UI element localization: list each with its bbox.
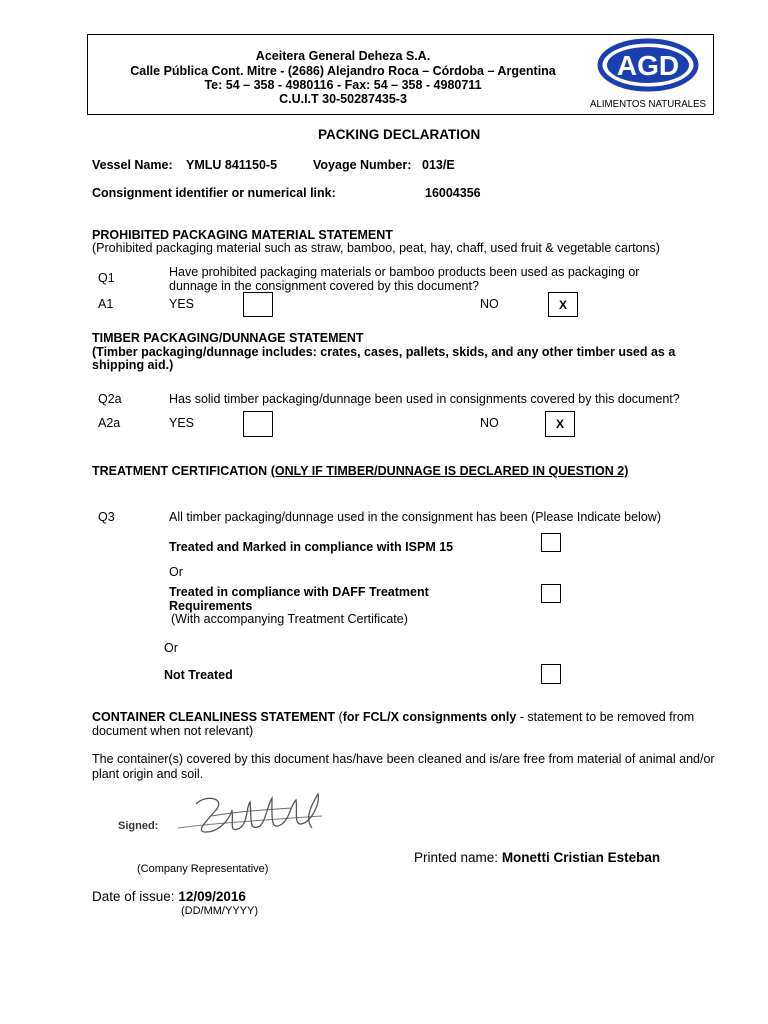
date-format-hint: (DD/MM/YYYY): [181, 905, 258, 917]
date-value: 12/09/2016: [178, 889, 246, 904]
vessel-name-label: Vessel Name:: [92, 158, 173, 172]
page-title: PACKING DECLARATION: [318, 127, 481, 142]
cleanliness-rest-1: - statement to be removed from: [516, 710, 695, 724]
option-not-treated: Not Treated: [164, 668, 233, 682]
handwritten-signature: [172, 788, 332, 843]
company-phone: Te: 54 – 358 - 4980116 - Fax: 54 – 358 - 4980711: [204, 78, 482, 92]
cleanliness-heading-line1: [92, 710, 694, 724]
vessel-name-value: YMLU 841150-5: [186, 158, 278, 172]
date-label: Date of issue:: [92, 889, 175, 904]
cleanliness-scope: for FCL/X consignments only: [342, 710, 517, 724]
cleanliness-heading: CONTAINER CLEANLINESS STATEMENT: [92, 710, 336, 724]
option-daff-line2: Requirements: [169, 599, 253, 613]
timber-heading: TIMBER PACKAGING/DUNNAGE STATEMENT: [92, 331, 364, 345]
voyage-number-label: Voyage Number:: [313, 158, 412, 172]
timber-note-line2: shipping aid.): [92, 358, 174, 372]
voyage-number-value: 013/E: [422, 158, 455, 172]
a2a-label: A2a: [98, 416, 121, 430]
logo-subtext: ALIMENTOS NATURALES: [590, 98, 706, 110]
q2a-label: Q2a: [98, 392, 122, 406]
cleanliness-body-line2: plant origin and soil.: [92, 767, 204, 781]
option-ispm15: Treated and Marked in compliance with ISPM 15: [169, 540, 454, 554]
signed-label: Signed:: [118, 820, 159, 832]
a2a-yes-label: YES: [169, 416, 195, 430]
prohibited-note: (Prohibited packaging material such as straw, bamboo, peat, hay, chaff, used fruit & vegetable cartons): [92, 241, 660, 255]
a1-no-label: NO: [480, 297, 499, 311]
company-cuit: C.U.I.T 30-50287435-3: [279, 92, 407, 106]
logo-text: AGD: [616, 50, 680, 81]
or-separator-2: Or: [164, 641, 178, 655]
company-address: Calle Pública Cont. Mitre - (2686) Alejandro Roca – Córdoba – Argentina: [130, 64, 556, 78]
q2a-text: Has solid timber packaging/dunnage been used in consignments covered by this document?: [169, 392, 680, 406]
a1-yes-label: YES: [169, 297, 195, 311]
q3-label: Q3: [98, 510, 115, 524]
cleanliness-rest-2: document when not relevant): [92, 724, 254, 738]
printed-name-label: Printed name:: [414, 850, 499, 865]
q1-text-line1: Have prohibited packaging materials or bamboo products been used as packaging or: [169, 265, 640, 279]
q3-text: All timber packaging/dunnage used in the consignment has been (Please Indicate below): [169, 510, 661, 524]
prohibited-heading: PROHIBITED PACKAGING MATERIAL STATEMENT: [92, 228, 393, 242]
treatment-heading: [92, 464, 628, 478]
company-rep-label: (Company Representative): [137, 863, 269, 875]
or-separator-1: Or: [169, 565, 183, 579]
option-ispm15-checkbox[interactable]: [541, 533, 561, 552]
printed-name-value: Monetti Cristian Esteban: [501, 850, 661, 865]
company-name: Aceitera General Deheza S.A.: [255, 49, 431, 63]
printed-name: [414, 850, 660, 865]
consignment-label: Consignment identifier or numerical link:: [92, 186, 336, 200]
cleanliness-paren: (: [335, 710, 343, 724]
a2a-no-label: NO: [480, 416, 499, 430]
a2a-yes-checkbox[interactable]: [243, 411, 273, 437]
option-not-treated-checkbox[interactable]: [541, 664, 561, 684]
option-daff-checkbox[interactable]: [541, 584, 561, 603]
q1-label: Q1: [98, 271, 115, 285]
agd-logo: [588, 37, 708, 111]
timber-note-line1: (Timber packaging/dunnage includes: crates, cases, pallets, skids, and any other timber used as a: [92, 345, 676, 359]
option-daff-line1: Treated in compliance with DAFF Treatment: [169, 585, 429, 599]
q1-text-line2: dunnage in the consignment covered by this document?: [169, 279, 479, 293]
a1-no-checkbox[interactable]: X: [548, 292, 578, 317]
cleanliness-body-line1: The container(s) covered by this document has/have been cleaned and is/are free from material of animal and/or: [92, 752, 715, 766]
a2a-no-checkbox[interactable]: X: [545, 411, 575, 437]
treatment-heading-condition: (ONLY IF TIMBER/DUNNAGE IS DECLARED IN QUESTION 2): [270, 464, 629, 478]
consignment-value: 16004356: [425, 186, 481, 200]
option-daff-note: (With accompanying Treatment Certificate): [171, 612, 408, 626]
date-of-issue: [92, 889, 246, 904]
a1-yes-checkbox[interactable]: [243, 292, 273, 317]
a1-label: A1: [98, 297, 114, 311]
treatment-heading-text: TREATMENT CERTIFICATION: [92, 464, 268, 478]
